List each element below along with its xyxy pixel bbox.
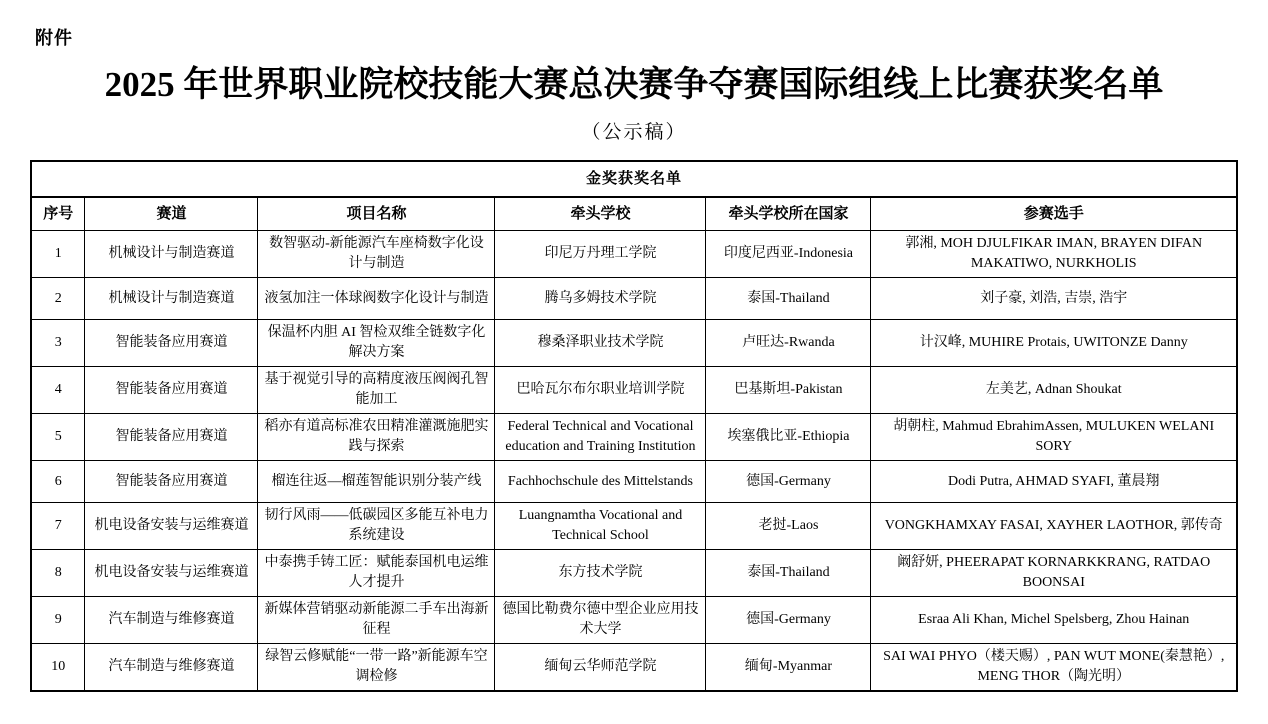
column-header-participants: 参赛选手: [871, 197, 1237, 231]
section-title: 金奖获奖名单: [31, 161, 1237, 197]
row-number-cell: 5: [31, 414, 85, 461]
track-cell: 机电设备安装与运维赛道: [85, 503, 258, 550]
project-name-cell: 液氢加注一体球阀数字化设计与制造: [258, 278, 495, 320]
country-cell: 泰国-Thailand: [706, 550, 871, 597]
participants-cell: 刘子豪, 刘浩, 吉崇, 浩宇: [871, 278, 1237, 320]
country-cell: 卢旺达-Rwanda: [706, 320, 871, 367]
track-cell: 机械设计与制造赛道: [85, 231, 258, 278]
participants-cell: 左美艺, Adnan Shoukat: [871, 367, 1237, 414]
lead-school-cell: 巴哈瓦尔布尔职业培训学院: [495, 367, 706, 414]
country-cell: 埃塞俄比亚-Ethiopia: [706, 414, 871, 461]
country-cell: 德国-Germany: [706, 461, 871, 503]
column-header-project: 项目名称: [258, 197, 495, 231]
project-name-cell: 数智驱动-新能源汽车座椅数字化设计与制造: [258, 231, 495, 278]
row-number-cell: 7: [31, 503, 85, 550]
country-cell: 老挝-Laos: [706, 503, 871, 550]
row-number-cell: 1: [31, 231, 85, 278]
lead-school-cell: 印尼万丹理工学院: [495, 231, 706, 278]
lead-school-cell: 东方技术学院: [495, 550, 706, 597]
table-row: [31, 503, 1237, 550]
table-row: [31, 231, 1237, 278]
project-name-cell: 绿智云修赋能“一带一路”新能源车空调检修: [258, 644, 495, 692]
column-header-row: [31, 197, 1237, 231]
column-header-school: 牵头学校: [495, 197, 706, 231]
project-name-cell: 新媒体营销驱动新能源二手车出海新征程: [258, 597, 495, 644]
participants-cell: 计汉峰, MUHIRE Protais, UWITONZE Danny: [871, 320, 1237, 367]
lead-school-cell: 腾乌多姆技术学院: [495, 278, 706, 320]
track-cell: 汽车制造与维修赛道: [85, 597, 258, 644]
table-row: [31, 278, 1237, 320]
country-cell: 泰国-Thailand: [706, 278, 871, 320]
table-row: [31, 414, 1237, 461]
table-row: [31, 644, 1237, 692]
country-cell: 缅甸-Myanmar: [706, 644, 871, 692]
project-name-cell: 榴连往返—榴莲智能识别分装产线: [258, 461, 495, 503]
participants-cell: 郭湘, MOH DJULFIKAR IMAN, BRAYEN DIFAN MAKATIWO, NURKHOLIS: [871, 231, 1237, 278]
column-header-country: 牵头学校所在国家: [706, 197, 871, 231]
country-cell: 印度尼西亚-Indonesia: [706, 231, 871, 278]
table-row: [31, 367, 1237, 414]
track-cell: 汽车制造与维修赛道: [85, 644, 258, 692]
table-row: [31, 597, 1237, 644]
section-title-row: [31, 161, 1237, 197]
project-name-cell: 保温杯内胆 AI 智检双维全链数字化解决方案: [258, 320, 495, 367]
lead-school-cell: Fachhochschule des Mittelstands: [495, 461, 706, 503]
participants-cell: Esraa Ali Khan, Michel Spelsberg, Zhou Hainan: [871, 597, 1237, 644]
table-body: [31, 231, 1237, 692]
lead-school-cell: 穆桑泽职业技术学院: [495, 320, 706, 367]
country-cell: 德国-Germany: [706, 597, 871, 644]
row-number-cell: 4: [31, 367, 85, 414]
project-name-cell: 中泰携手铸工匠：赋能泰国机电运维人才提升: [258, 550, 495, 597]
document-page: [0, 24, 1268, 724]
project-name-cell: 韧行风雨——低碳园区多能互补电力系统建设: [258, 503, 495, 550]
table-head: [31, 161, 1237, 231]
row-number-cell: 6: [31, 461, 85, 503]
row-number-cell: 8: [31, 550, 85, 597]
page-title: 2025 年世界职业院校技能大赛总决赛争夺赛国际组线上比赛获奖名单: [104, 65, 1164, 104]
participants-cell: 胡朝柱, Mahmud EbrahimAssen, MULUKEN WELANI SORY: [871, 414, 1237, 461]
participants-cell: Dodi Putra, AHMAD SYAFI, 董晨翔: [871, 461, 1237, 503]
column-header-track: 赛道: [85, 197, 258, 231]
participants-cell: 阚舒妍, PHEERAPAT KORNARKKRANG, RATDAO BOONSAI: [871, 550, 1237, 597]
track-cell: 智能装备应用赛道: [85, 320, 258, 367]
row-number-cell: 3: [31, 320, 85, 367]
row-number-cell: 10: [31, 644, 85, 692]
column-header-no: 序号: [31, 197, 85, 231]
participants-cell: SAI WAI PHYO（楼天赐）, PAN WUT MONE(秦慧艳）, MENG THOR（陶光明）: [871, 644, 1237, 692]
project-name-cell: 基于视觉引导的高精度液压阀阀孔智能加工: [258, 367, 495, 414]
lead-school-cell: Luangnamtha Vocational and Technical School: [495, 503, 706, 550]
participants-cell: VONGKHAMXAY FASAI, XAYHER LAOTHOR, 郭传奇: [871, 503, 1237, 550]
track-cell: 智能装备应用赛道: [85, 461, 258, 503]
lead-school-cell: 德国比勒费尔德中型企业应用技术大学: [495, 597, 706, 644]
table-row: [31, 550, 1237, 597]
award-table: [30, 160, 1238, 693]
row-number-cell: 2: [31, 278, 85, 320]
row-number-cell: 9: [31, 597, 85, 644]
table-row: [31, 320, 1237, 367]
lead-school-cell: 缅甸云华师范学院: [495, 644, 706, 692]
project-name-cell: 稻亦有道高标准农田精准灌溉施肥实践与探索: [258, 414, 495, 461]
track-cell: 机械设计与制造赛道: [85, 278, 258, 320]
track-cell: 智能装备应用赛道: [85, 414, 258, 461]
country-cell: 巴基斯坦-Pakistan: [706, 367, 871, 414]
attachment-label: 附件: [35, 28, 73, 48]
page-subtitle: （公示稿）: [581, 121, 687, 143]
table-row: [31, 461, 1237, 503]
lead-school-cell: Federal Technical and Vocational education and Training Institution: [495, 414, 706, 461]
track-cell: 智能装备应用赛道: [85, 367, 258, 414]
track-cell: 机电设备安装与运维赛道: [85, 550, 258, 597]
